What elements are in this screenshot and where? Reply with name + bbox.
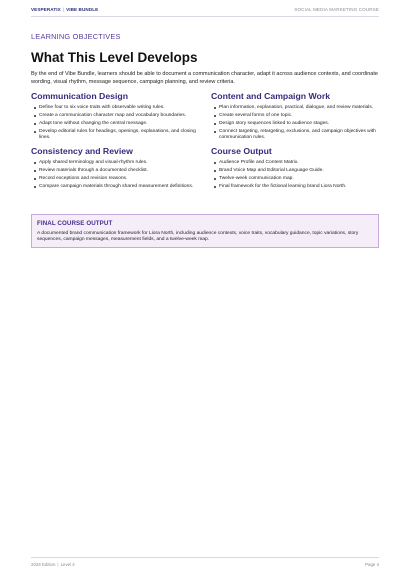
list-item: Create several forms of one topic. xyxy=(211,113,379,119)
communication-design-heading: Communication Design xyxy=(31,91,129,101)
content-campaign-heading: Content and Campaign Work xyxy=(211,91,331,101)
left-column xyxy=(31,91,203,194)
page-number: Page 4 xyxy=(365,562,379,567)
intro-paragraph: By the end of Vibe Bundle, learners should be able to document a communication character, adapt it across audience contexts, and coordinate wording, visual rhythm, message sequence, campaign planning, and review criteria. xyxy=(31,71,378,85)
list-item: Plan information, explanation, practical, dialogue, and review materials. xyxy=(211,105,379,111)
course-name: SOCIAL MEDIA MARKETING COURSE xyxy=(294,7,379,12)
list-item: Design story sequences linked to audience stages. xyxy=(211,121,379,127)
course-output-heading: Course Output xyxy=(211,145,272,156)
list-item: Develop editorial rules for headings, openings, explanations, and closing lines. xyxy=(31,129,203,142)
brand-name: VESPERATIX xyxy=(31,7,61,12)
course-output-list xyxy=(211,160,379,190)
footer-edition-line xyxy=(31,562,75,567)
brand-line xyxy=(31,7,98,12)
final-output-text: A documented brand communication framework for Liora North, including audience contexts, voice traits, vocabulary guidance, topic variations, story sequences, campaign messages, measurement fields, and a twelve-week map. xyxy=(37,231,359,243)
document-page xyxy=(31,0,379,580)
list-item: Apply shared terminology and visual-rhythm rules. xyxy=(31,160,203,166)
list-item: Define four to six voice traits with observable writing rules. xyxy=(31,105,203,111)
footer-level: Level 4 xyxy=(60,562,75,567)
content-campaign-list xyxy=(211,105,379,142)
footer-edition: 2026 Edition xyxy=(31,562,56,567)
list-item: Twelve-week communication map. xyxy=(211,176,379,182)
consistency-review-list xyxy=(31,160,203,190)
page-title: What This Level Develops xyxy=(31,50,198,65)
list-item: Compare campaign materials through shared measurement definitions. xyxy=(31,184,203,190)
communication-design-list xyxy=(31,105,203,142)
final-output-callout xyxy=(31,214,379,248)
right-column xyxy=(211,91,379,194)
header-divider xyxy=(31,16,379,17)
footer-separator: | xyxy=(57,562,59,567)
section-eyebrow: LEARNING OBJECTIVES xyxy=(31,32,121,41)
list-item: Final framework for the fictional learning brand Liora North. xyxy=(211,184,379,190)
list-item: Audience Profile and Content Matrix. xyxy=(211,160,379,166)
footer-divider xyxy=(31,557,379,558)
list-item: Adapt tone without changing the central message. xyxy=(31,121,203,127)
list-item: Brand Voice Map and Editorial Language Guide. xyxy=(211,168,379,174)
list-item: Record exceptions and revision reasons. xyxy=(31,176,203,182)
list-item: Create a communication character map and vocabulary boundaries. xyxy=(31,113,203,119)
bundle-name: VIBE BUNDLE xyxy=(66,7,99,12)
list-item: Connect targeting, retargeting, exclusions, and campaign objectives with communication rules. xyxy=(211,129,379,142)
final-output-title: FINAL COURSE OUTPUT xyxy=(37,220,113,227)
header-separator: | xyxy=(62,7,65,12)
list-item: Review materials through a documented checklist. xyxy=(31,168,203,174)
consistency-review-heading: Consistency and Review xyxy=(31,145,133,156)
